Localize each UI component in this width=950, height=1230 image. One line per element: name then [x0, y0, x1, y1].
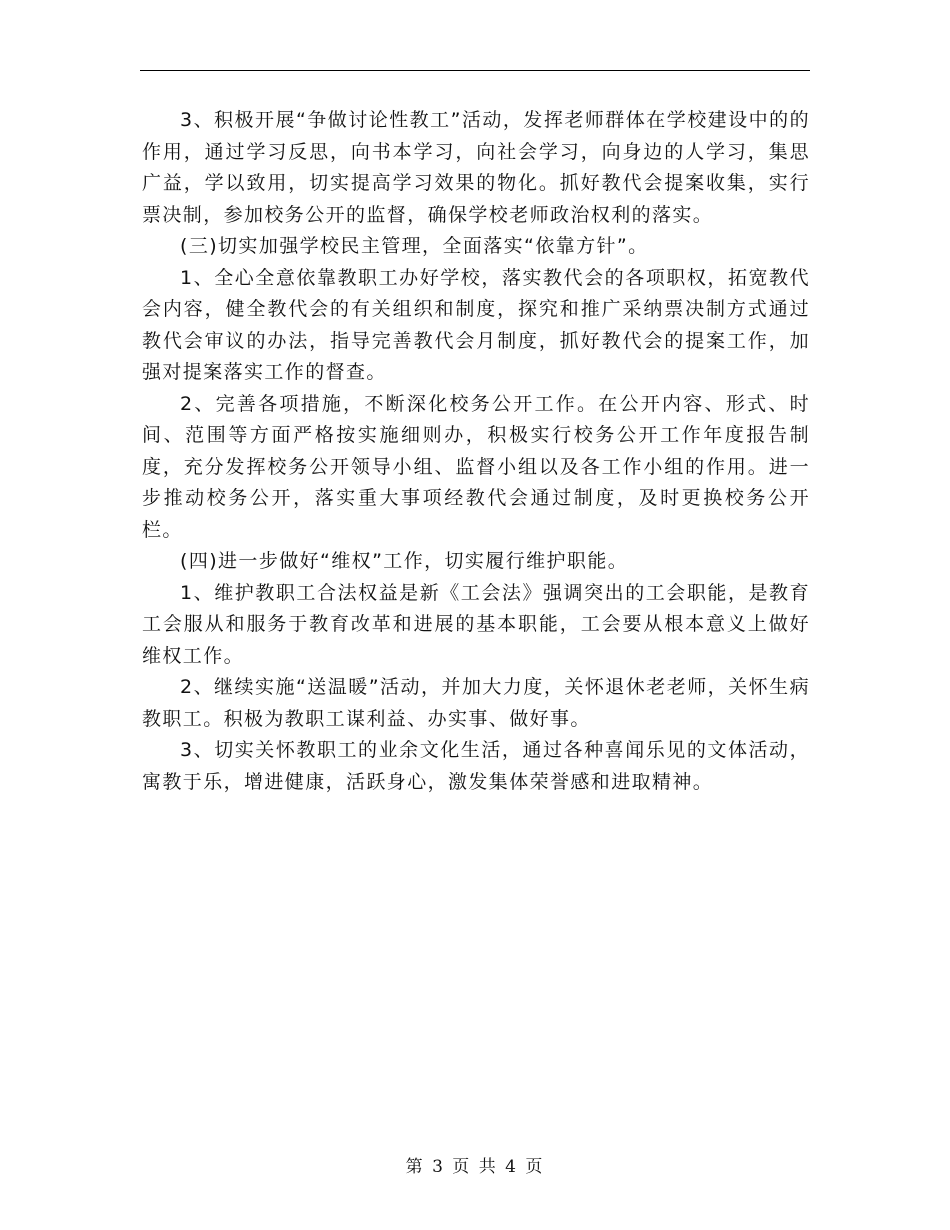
paragraph-item-3: 3、积极开展“争做讨论性教工”活动，发挥老师群体在学校建设中的的作用，通过学习反思，向书本学习，向社会学习，向身边的人学习，集思广益，学以致用，切实提高学习效果的物化。抓好教代会提案收集，实行票决制，参加校务公开的监督，确保学校老师政治权利的落实。	[142, 109, 810, 226]
paragraph-item-1: 1、全心全意依靠教职工办好学校，落实教代会的各项职权，拓宽教代会内容，健全教代会的有关组织和制度，探究和推广采纳票决制方式通过教代会审议的办法，指导完善教代会月制度，抓好教代会的提案工作，加强对提案落实工作的督查。	[142, 266, 810, 383]
document-body	[142, 105, 810, 798]
paragraph-item-2: 2、完善各项措施，不断深化校务公开工作。在公开内容、形式、时间、范围等方面严格按实施细则办，积极实行校务公开工作年度报告制度，充分发挥校务公开领导小组、监督小组以及各工作小组的作用。进一步推动校务公开，落实重大事项经教代会通过制度，及时更换校务公开栏。	[142, 392, 810, 541]
page-number: 第 3 页 共 4 页	[405, 1157, 545, 1177]
paragraph-item-1b: 1、维护教职工合法权益是新《工会法》强调突出的工会职能，是教育工会服从和服务于教育改革和进展的基本职能，工会要从根本意义上做好维权工作。	[142, 581, 810, 667]
section-heading-3: (三)切实加强学校民主管理，全面落实“依靠方针”。	[180, 235, 649, 257]
header-rule	[140, 70, 810, 71]
paragraph-item-2b: 2、继续实施“送温暖”活动，并加大力度，关怀退休老老师，关怀生病教职工。积极为教职工谋利益、办实事、做好事。	[142, 676, 810, 730]
section-heading-4: (四)进一步做好“维权”工作，切实履行维护职能。	[180, 550, 629, 572]
paragraph-item-3b: 3、切实关怀教职工的业余文化生活，通过各种喜闻乐见的文体活动，寓教于乐，增进健康，活跃身心，激发集体荣誉感和进取精神。	[142, 739, 810, 793]
